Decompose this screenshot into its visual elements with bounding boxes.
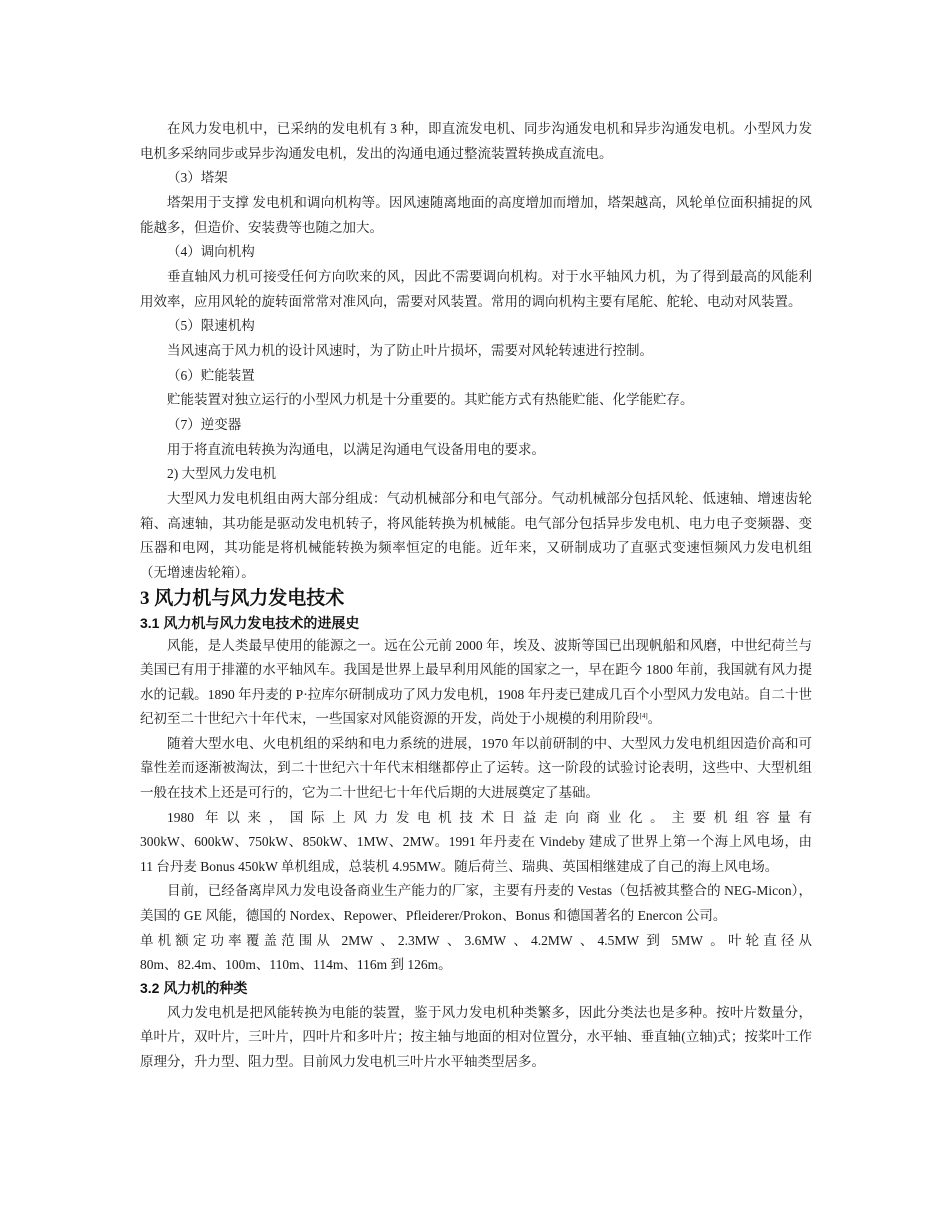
document-body: [140, 117, 812, 1075]
history-1-end: 。: [647, 711, 662, 727]
subheading-tower: （3）塔架: [167, 170, 228, 186]
paragraph-energy-storage: 贮能装置对独立运行的小型风力机是十分重要的。其贮能方式有热能贮能、化学能贮存。: [167, 392, 694, 408]
subheading-large-turbine: 2) 大型风力发电机: [167, 466, 277, 482]
paragraph-history-3-line1: 1980 年以来，国际上风力发电机技术日益走向商业化。主要机组容量有: [167, 809, 812, 825]
section-heading-3-1: 3.1 风力机与风力发电技术的进展史: [140, 614, 360, 631]
section-heading-3: 3 风力机与风力发电技术: [140, 587, 345, 609]
history-1-text: 风能，是人类最早使用的能源之一。远在公元前 2000 年，埃及、波斯等国已出现帆船和风磨，中世纪荷兰与美国已有用于排灌的水平轴风车。我国是世界上最早利用风能的国家之一，早在距今 1800 年前，我国就有风力提水的记载。1890 年丹麦的 P·拉库尔研制成功了风力发电机，1908 年丹麦已建成几百个小型风力发电站。自二十世纪初至二十世纪六十年代末，一些国家对风能资源的开发，尚处于小规模的利用阶段: [140, 637, 812, 727]
paragraph-generator-types: 在风力发电机中，已采纳的发电机有 3 种，即直流发电机、同步沟通发电机和异步沟通发电机。小型风力发电机多采纳同步或异步沟通发电机，发出的沟通电通过整流装置转换成直流电。: [140, 121, 812, 161]
citation-ref: [4]: [639, 712, 648, 721]
paragraph-turbine-types: 风力发电机是把风能转换为电能的装置，鉴于风力发电机种类繁多，因此分类法也是多种。按叶片数量分，单叶片，双叶片，三叶片，四叶片和多叶片；按主轴与地面的相对位置分，水平轴、垂直轴(立轴)式；按桨叶工作原理分，升力型、阻力型。目前风力发电机三叶片水平轴类型居多。: [140, 1004, 812, 1069]
paragraph-history-3-rest: 300kW、600kW、750kW、850kW、1MW、2MW。1991 年丹麦在 Vindeby 建成了世界上第一个海上风电场，由 11 台丹麦 Bonus 450kW 单机组成，总装机 4.95MW。随后荷兰、瑞典、英国相继建成了自己的海上风电场。: [140, 834, 812, 874]
subheading-inverter: （7）逆变器: [167, 416, 242, 432]
subheading-yaw-mechanism: （4）调向机构: [167, 244, 255, 260]
paragraph-large-turbine: 大型风力发电机组由两大部分组成：气动机械部分和电气部分。气动机械部分包括风轮、低速轴、增速齿轮箱、高速轴，其功能是驱动发电机转子，将风能转换为机械能。电气部分包括异步发电机、电力电子变频器、变压器和电网，其功能是将机械能转换为频率恒定的电能。近年来，又研制成功了直驱式变速恒频风力发电机组（无增速齿轮箱）。: [140, 491, 812, 580]
paragraph-history-4-line3: 单机额定功率覆盖范围从 2MW 、2.3MW 、3.6MW 、4.2MW 、4.5MW 到 5MW 。叶轮直径从: [140, 932, 812, 948]
paragraph-history-4: 目前，已经备离岸风力发电设备商业生产能力的厂家，主要有丹麦的 Vestas（包括被其整合的 NEG-Micon），美国的 GE 风能，德国的 Nordex、Repower、Pfleiderer/Prokon、Bonus 和德国著名的 Enercon 公司。: [140, 883, 812, 924]
paragraph-inverter: 用于将直流电转换为沟通电，以满足沟通电气设备用电的要求。: [167, 441, 545, 457]
paragraph-tower: 塔架用于支撑 发电机和调向机构等。因风速随离地面的高度增加而增加，塔架越高，风轮单位面积捕捉的风能越多，但造价、安装费等也随之加大。: [140, 194, 812, 235]
subheading-speed-limiter: （5）限速机构: [167, 318, 255, 334]
paragraph-history-1: [140, 634, 812, 732]
paragraph-speed-limiter: 当风速高于风力机的设计风速时，为了防止叶片损坏，需要对风轮转速进行控制。: [167, 342, 653, 358]
subheading-energy-storage: （6）贮能装置: [167, 367, 255, 383]
paragraph-history-2: 随着大型水电、火电机组的采纳和电力系统的进展，1970 年以前研制的中、大型风力发电机组因造价高和可靠性差而逐渐被淘汰，到二十世纪六十年代末相继都停止了运转。这一阶段的试验讨论表明，这些中、大型机组一般在技术上还是可行的，它为二十世纪七十年代后期的大进展奠定了基础。: [140, 735, 812, 801]
section-heading-3-2: 3.2 风力机的种类: [140, 979, 248, 996]
paragraph-history-4-line4: 80m、82.4m、100m、110m、114m、116m 到 126m。: [140, 957, 452, 973]
paragraph-yaw-mechanism: 垂直轴风力机可接受任何方向吹来的风，因此不需要调向机构。对于水平轴风力机，为了得到最高的风能利用效率，应用风轮的旋转面常常对准风向，需要对风装置。常用的调向机构主要有尾舵、舵轮、电动对风装置。: [140, 268, 812, 309]
